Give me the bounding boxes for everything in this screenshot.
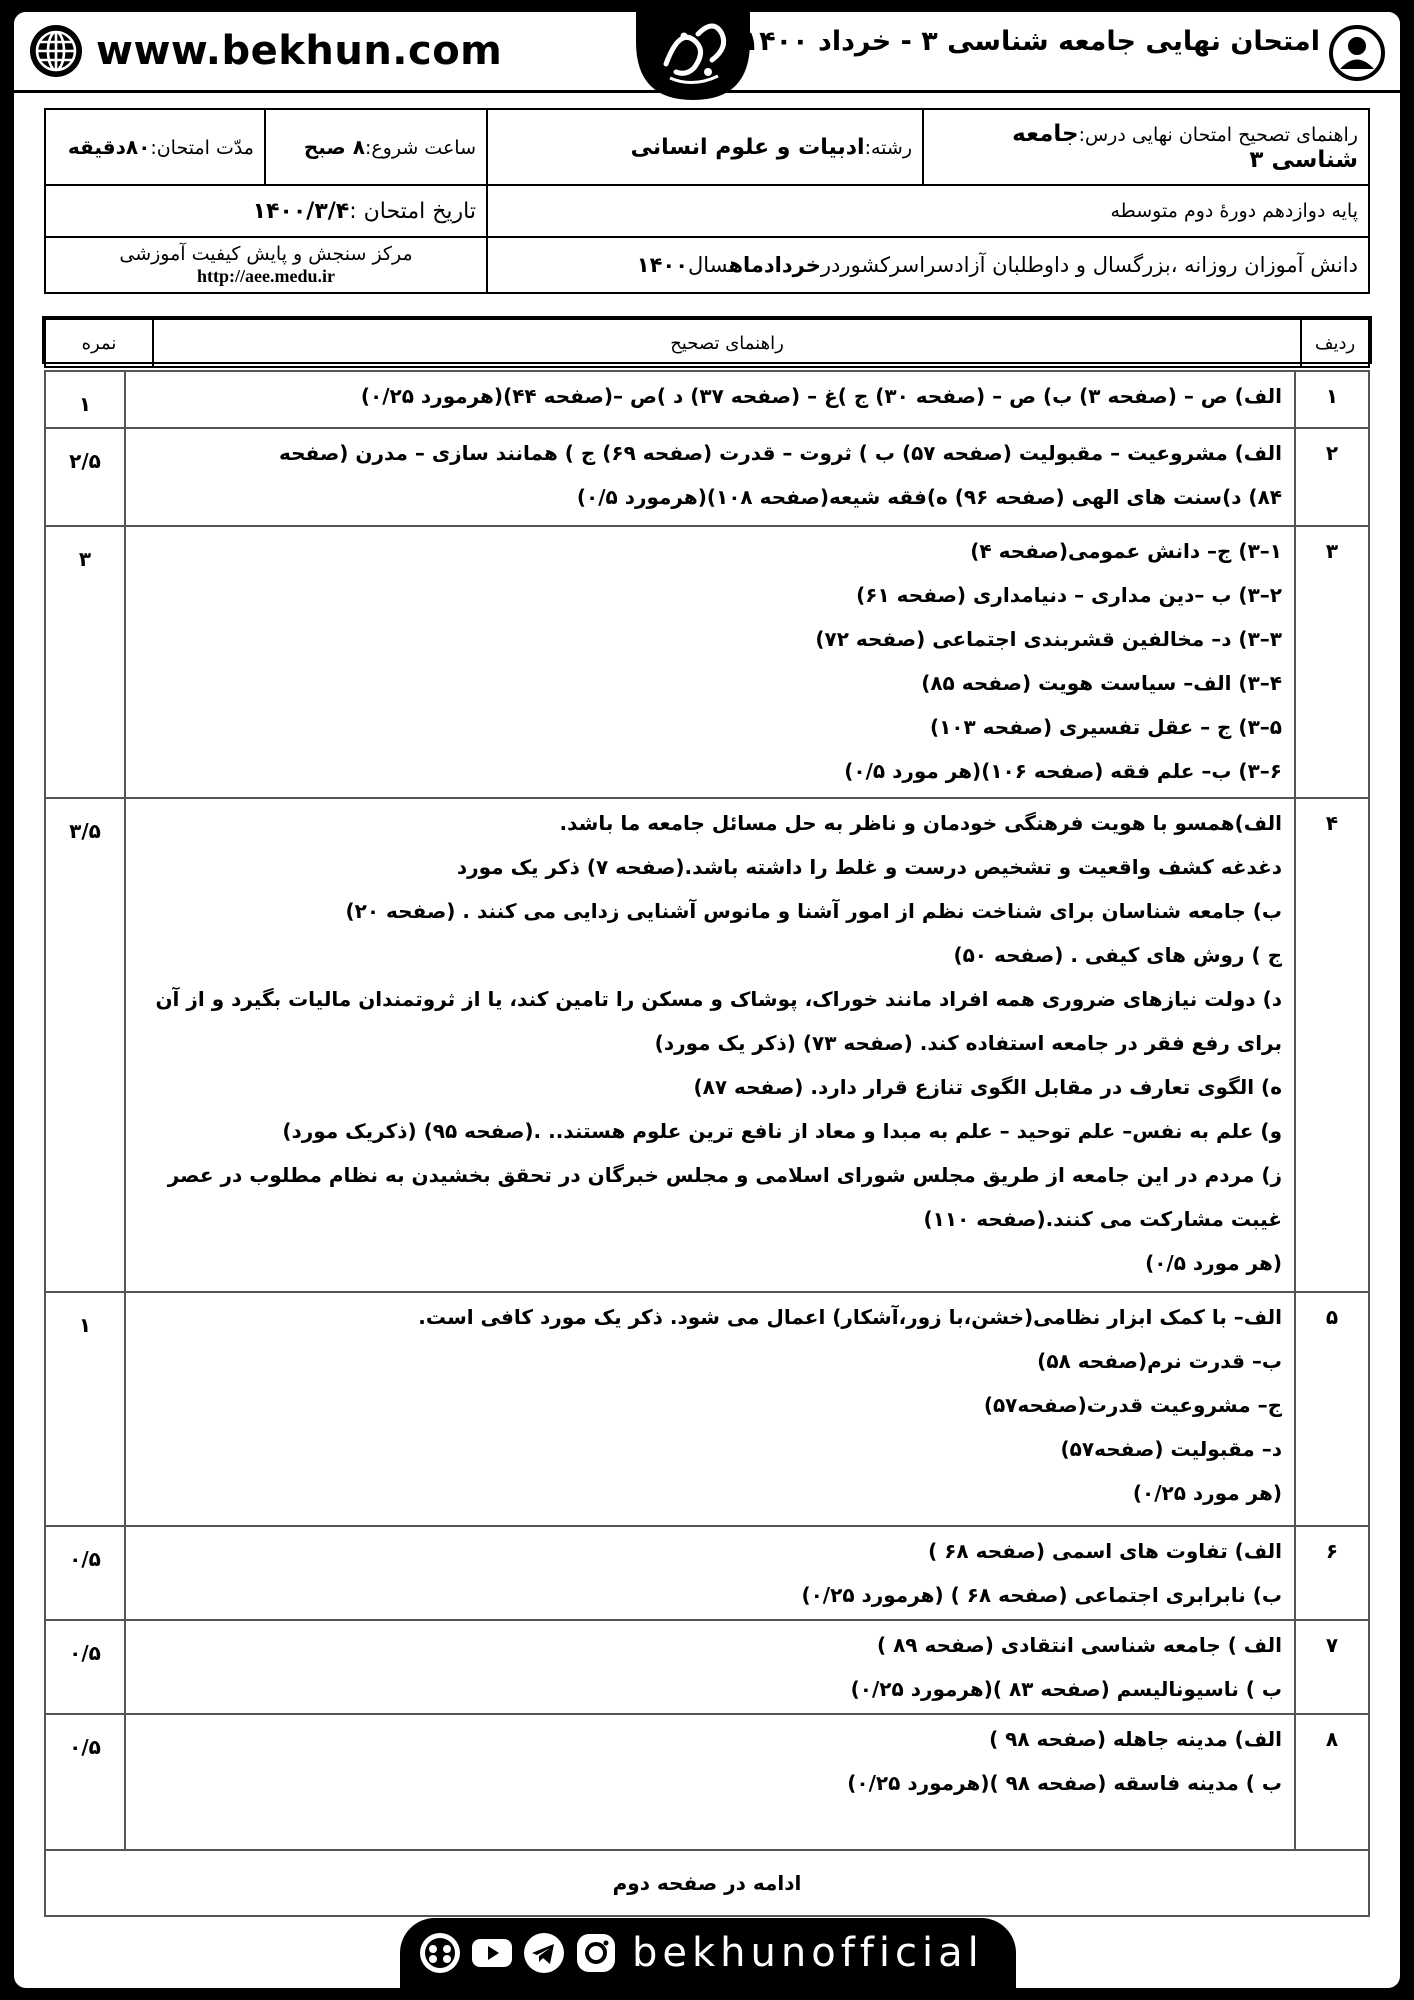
globe-icon: [28, 23, 84, 79]
answer-line: ۶–۳) ب– علم فقه (صفحه ۱۰۶)(هر مورد ۰/۵): [844, 759, 1282, 783]
answer-line: (هر مورد ۰/۲۵): [1132, 1481, 1282, 1505]
question-number: ۶: [1295, 1526, 1369, 1620]
question-number: ۸: [1295, 1714, 1369, 1850]
answer-line: ۸۴) د)سنت های الهی (صفحه ۹۶) ه)فقه شیعه(صفحه ۱۰۸)(هرمورد ۰/۵): [576, 485, 1282, 509]
site-url[interactable]: www.bekhun.com: [96, 28, 503, 74]
course-cell: راهنمای تصحیح امتحان نهایی درس:جامعه شناسی ۳: [923, 109, 1369, 185]
field-name: ادبیات و علوم انسانی: [630, 134, 865, 160]
exam-info-table: [44, 108, 1370, 294]
table-row: [45, 371, 1369, 428]
duration: ۸۰دقیقه: [67, 135, 151, 159]
answer-guide: [125, 371, 1295, 428]
answer-line: و) علم به نفس– علم توحید – علم به مبدا و معاد از نافع ترین علوم هستند.. .(صفحه ۹۵) (ذکریک مورد): [282, 1119, 1282, 1143]
user-icon: [1328, 24, 1386, 82]
exam-page: [14, 12, 1400, 1988]
students-cell: دانش آموزان روزانه ،بزرگسال و داوطلبان آزادسراسرکشوردرخردادماهسال۱۴۰۰: [487, 237, 1369, 293]
grade-cell: پایه دوازدهم دورهٔ دوم متوسطه: [487, 185, 1369, 237]
answer-line: ۴–۳) الف– سیاست هویت (صفحه ۸۵): [921, 671, 1282, 695]
duration-cell: مدّت امتحان:۸۰دقیقه: [45, 109, 265, 185]
exam-title: امتحان نهایی جامعه شناسی ۳ - خرداد ۱۴۰۰: [742, 26, 1320, 57]
answer-line: ج– مشروعیت قدرت(صفحه۵۷): [983, 1393, 1282, 1417]
answer-line: ب) نابرابری اجتماعی (صفحه ۶۸ ) (هرمورد ۰/۲۵): [801, 1583, 1282, 1607]
answer-guide: [125, 1526, 1295, 1620]
answer-guide: [125, 798, 1295, 1292]
question-number: ۴: [1295, 798, 1369, 1292]
start-cell: ساعت شروع:۸ صبح: [265, 109, 487, 185]
answer-line: دغدغه کشف واقعیت و تشخیص درست و غلط را داشته باشد.(صفحه ۷) ذکر یک مورد: [456, 855, 1282, 879]
answer-line: الف) مشروعیت – مقبولیت (صفحه ۵۷) ب ) ثروت – قدرت (صفحه ۶۹) ج ) همانند سازی – مدرن (صفحه: [279, 441, 1282, 465]
exam-date: ۱۴۰۰/۳/۴: [252, 198, 350, 224]
answer-guide: [125, 1620, 1295, 1714]
header-guide-label: راهنمای تصحیح: [153, 319, 1301, 367]
answer-line: الف) تفاوت های اسمی (صفحه ۶۸ ): [928, 1539, 1282, 1563]
answer-guide: [125, 1714, 1295, 1850]
table-row: [45, 428, 1369, 526]
answer-line: ز) مردم در این جامعه از طریق مجلس شورای اسلامی و مجلس خبرگان در تحقق بخشیدن به نظام مطلوب در عصر: [167, 1163, 1282, 1187]
answer-line: ب ) مدینه فاسقه (صفحه ۹۸ )(هرمورد ۰/۲۵): [847, 1771, 1282, 1795]
question-number: ۳: [1295, 526, 1369, 798]
course-name: جامعه شناسی ۳: [1012, 121, 1358, 173]
question-number: ۱: [1295, 371, 1369, 428]
question-score: ۱: [45, 1292, 125, 1526]
answer-line: ب– قدرت نرم(صفحه ۵۸): [1037, 1349, 1282, 1373]
answer-line: الف) ص – (صفحه ۳) ب) ص – (صفحه ۳۰) ج )غ – (صفحه ۳۷) د )ص –(صفحه ۴۴)(هرمورد ۰/۲۵): [360, 384, 1282, 408]
answer-line: ۳–۳) د– مخالفین قشربندی اجتماعی (صفحه ۷۲): [815, 627, 1282, 651]
answer-line: الف– با کمک ابزار نظامی(خشن،با زور،آشکار) اعمال می شود. ذکر یک مورد کافی است.: [418, 1305, 1282, 1329]
field-cell: رشته:ادبیات و علوم انسانی: [487, 109, 923, 185]
question-number: ۷: [1295, 1620, 1369, 1714]
question-score: ۲/۵: [45, 428, 125, 526]
instagram-icon[interactable]: [574, 1931, 618, 1975]
question-number: ۲: [1295, 428, 1369, 526]
center-url[interactable]: http://aee.medu.ir: [197, 266, 335, 286]
answer-guide: [125, 526, 1295, 798]
aparat-icon[interactable]: [418, 1931, 462, 1975]
table-row: [45, 1526, 1369, 1620]
bekhun-logo: [636, 12, 750, 100]
table-row: [45, 1620, 1369, 1714]
social-handle[interactable]: bekhunofficial: [632, 1930, 984, 1976]
table-row: [45, 526, 1369, 798]
answer-line: ۲–۳) ب –دین مداری – دنیامداری (صفحه ۶۱): [856, 583, 1282, 607]
telegram-icon[interactable]: [522, 1931, 566, 1975]
answer-line: برای رفع فقر در جامعه استفاده کند. (صفحه ۷۳) (ذکر یک مورد): [654, 1031, 1282, 1055]
continued-note: ادامه در صفحه دوم: [45, 1850, 1369, 1916]
answer-line: ج ) روش های کیفی . (صفحه ۵۰): [953, 943, 1282, 967]
answer-table-header: [44, 318, 1370, 368]
question-score: ۳: [45, 526, 125, 798]
answer-line: غیبت مشارکت می کنند.(صفحه ۱۱۰): [923, 1207, 1282, 1231]
question-score: ۱: [45, 371, 125, 428]
answer-line: ب) جامعه شناسان برای شناخت نظم از امور آشنا و مانوس آشنایی زدایی می کنند . (صفحه ۲۰): [345, 899, 1282, 923]
table-row: [45, 1714, 1369, 1850]
question-score: ۳/۵: [45, 798, 125, 1292]
answer-line: د) دولت نیازهای ضروری همه افراد مانند خوراک، پوشاک و مسکن را تامین کند، یا از ثروتمندان مالیات بگیرد و از آن: [155, 987, 1282, 1011]
question-score: ۰/۵: [45, 1620, 125, 1714]
answer-guide: [125, 428, 1295, 526]
header-score-label: نمره: [45, 319, 153, 367]
top-banner: [14, 12, 1400, 93]
site-link[interactable]: [28, 22, 502, 80]
table-row: [45, 798, 1369, 1292]
header-row-label: ردیف: [1301, 319, 1369, 367]
date-cell: تاریخ امتحان :۱۴۰۰/۳/۴: [45, 185, 487, 237]
answer-line: الف) مدینه جاهله (صفحه ۹۸ ): [989, 1727, 1282, 1751]
center-name: مرکز سنجش و پایش کیفیت آموزشی: [119, 243, 413, 265]
question-score: ۰/۵: [45, 1714, 125, 1850]
answer-line: د– مقبولیت (صفحه۵۷): [1060, 1437, 1282, 1461]
table-row: [45, 1292, 1369, 1526]
start-time: ۸ صبح: [303, 135, 365, 159]
question-score: ۰/۵: [45, 1526, 125, 1620]
question-number: ۵: [1295, 1292, 1369, 1526]
answer-line: ب ) ناسیونالیسم (صفحه ۸۳ )(هرمورد ۰/۲۵): [850, 1677, 1282, 1701]
answer-line: ه) الگوی تعارف در مقابل الگوی تنازع قرار دارد. (صفحه ۸۷): [693, 1075, 1282, 1099]
answer-guide: [125, 1292, 1295, 1526]
answer-line: الف)همسو با هویت فرهنگی خودمان و ناظر به حل مسائل جامعه ما باشد.: [559, 811, 1282, 835]
answer-line: ۱–۳) ج– دانش عمومی(صفحه ۴): [970, 539, 1282, 563]
social-footer: [400, 1918, 1016, 1988]
answer-line: (هر مورد ۰/۵): [1145, 1251, 1282, 1275]
answer-table: [44, 370, 1370, 1917]
answer-line: ۵–۳) ج – عقل تفسیری (صفحه ۱۰۳): [929, 715, 1282, 739]
answer-line: الف ) جامعه شناسی انتقادی (صفحه ۸۹ ): [876, 1633, 1282, 1657]
center-cell: [45, 237, 487, 293]
youtube-icon[interactable]: [470, 1931, 514, 1975]
